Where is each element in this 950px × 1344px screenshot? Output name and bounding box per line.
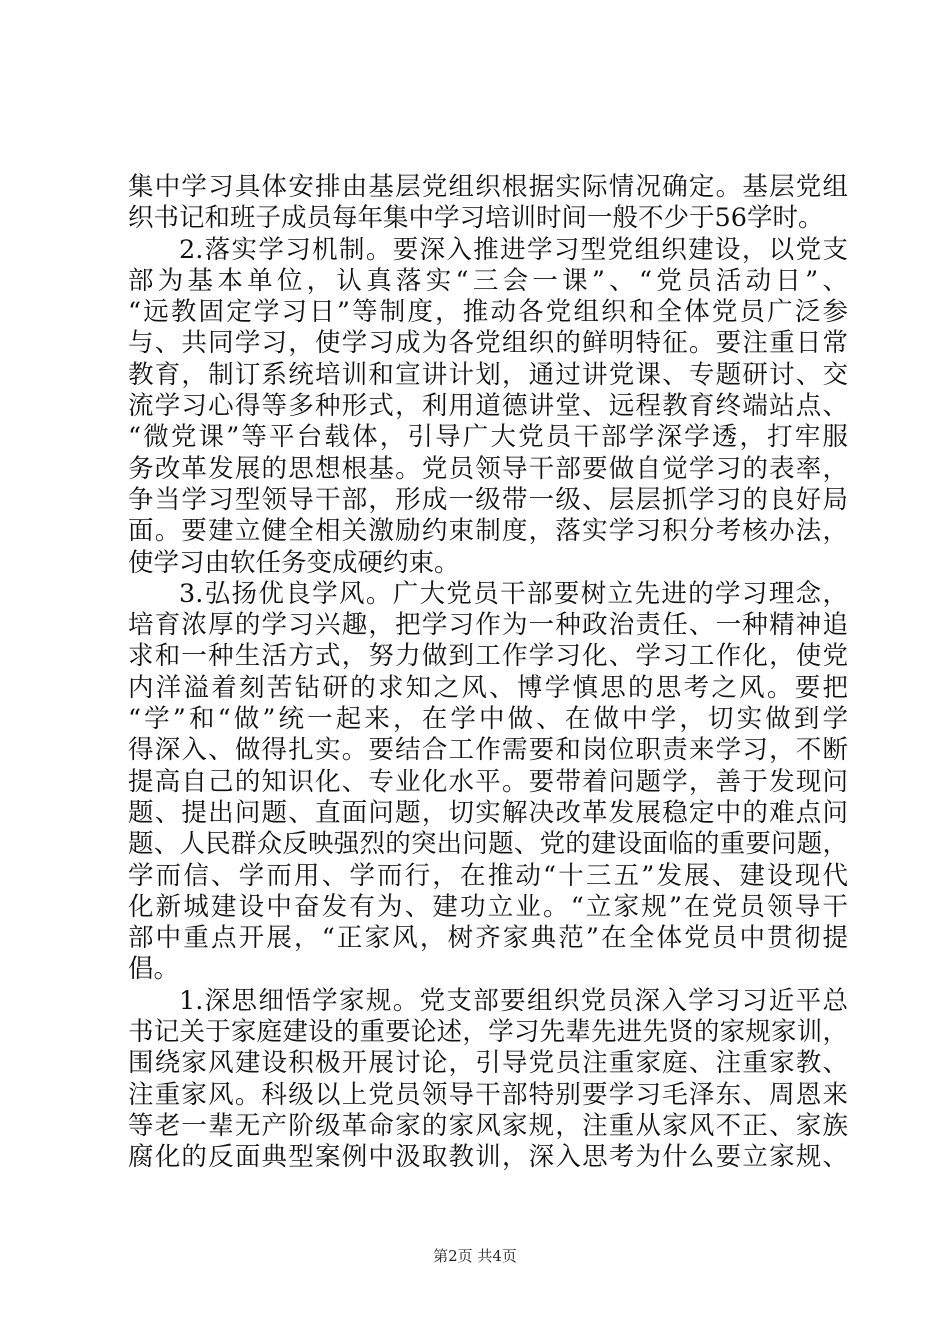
body-text bbox=[128, 172, 848, 1174]
text-line: 2.落实学习机制。要深入推进学习型党组织建设，以党支 bbox=[179, 234, 848, 265]
text-line: 求和一种生活方式，努力做到工作学习化、学习工作化，使党 bbox=[128, 641, 848, 672]
text-line: “学”和“做”统一起来，在学中做、在做中学，切实做到学 bbox=[128, 704, 848, 735]
text-line: 3.弘扬优良学风。广大党员干部要树立先进的学习理念， bbox=[179, 578, 848, 609]
text-line: 面。要建立健全相关激励约束制度，落实学习积分考核办法， bbox=[128, 516, 848, 547]
text-line: 织书记和班子成员每年集中学习培训时间一般不少于56学时。 bbox=[128, 203, 824, 234]
text-line: 倡。 bbox=[128, 954, 180, 985]
text-line: 教育，制订系统培训和宣讲计划，通过讲党课、专题研讨、交 bbox=[128, 359, 848, 390]
text-line: 内洋溢着刻苦钻研的求知之风、博学慎思的思考之风。要把 bbox=[128, 672, 848, 703]
text-line: 提高自己的知识化、专业化水平。要带着问题学，善于发现问 bbox=[128, 766, 848, 797]
text-line: 流学习心得等多种形式，利用道德讲堂、远程教育终端站点、 bbox=[128, 391, 848, 422]
text-line: 题、提出问题、直面问题，切实解决改革发展稳定中的难点问 bbox=[128, 797, 848, 828]
text-line: 集中学习具体安排由基层党组织根据实际情况确定。基层党组 bbox=[128, 172, 848, 202]
text-line: 化新城建设中奋发有为、建功立业。“立家规”在党员领导干 bbox=[128, 891, 848, 922]
text-line: 学而信、学而用、学而行，在推动“十三五”发展、建设现代 bbox=[128, 860, 848, 891]
text-line: “微党课”等平台载体，引导广大党员干部学深学透，打牢服 bbox=[128, 422, 848, 453]
text-line: 使学习由软任务变成硬约束。 bbox=[128, 547, 460, 578]
text-line: 1.深思细悟学家规。党支部要组织党员深入学习习近平总 bbox=[179, 985, 848, 1016]
text-line: 与、共同学习，使学习成为各党组织的鲜明特征。要注重日常 bbox=[128, 328, 848, 359]
text-line: 部中重点开展，“正家风，树齐家典范”在全体党员中贯彻提 bbox=[128, 923, 848, 954]
text-line: 得深入、做得扎实。要结合工作需要和岗位职责来学习，不断 bbox=[128, 735, 848, 766]
text-line: 部为基本单位，认真落实“三会一课”、“党员活动日”、 bbox=[128, 265, 848, 296]
text-line: 题、人民群众反映强烈的突出问题、党的建设面临的重要问题， bbox=[128, 829, 848, 860]
text-line: 注重家风。科级以上党员领导干部特别要学习毛泽东、周恩来 bbox=[128, 1079, 848, 1110]
text-line: 等老一辈无产阶级革命家的家风家规，注重从家风不正、家族 bbox=[128, 1110, 848, 1141]
text-line: “远教固定学习日”等制度，推动各党组织和全体党员广泛参 bbox=[128, 297, 848, 328]
text-line: 围绕家风建设积极开展讨论，引导党员注重家庭、注重家教、 bbox=[128, 1048, 848, 1079]
page-footer: 第2页 共4页 bbox=[433, 1247, 517, 1265]
text-line: 争当学习型领导干部，形成一级带一级、层层抓学习的良好局 bbox=[128, 484, 848, 515]
text-line: 培育浓厚的学习兴趣，把学习作为一种政治责任、一种精神追 bbox=[128, 610, 848, 641]
text-line: 书记关于家庭建设的重要论述，学习先辈先进先贤的家规家训， bbox=[128, 1017, 848, 1048]
text-line: 腐化的反面典型案例中汲取教训，深入思考为什么要立家规、 bbox=[128, 1142, 848, 1173]
text-line: 务改革发展的思想根基。党员领导干部要做自觉学习的表率， bbox=[128, 453, 848, 484]
